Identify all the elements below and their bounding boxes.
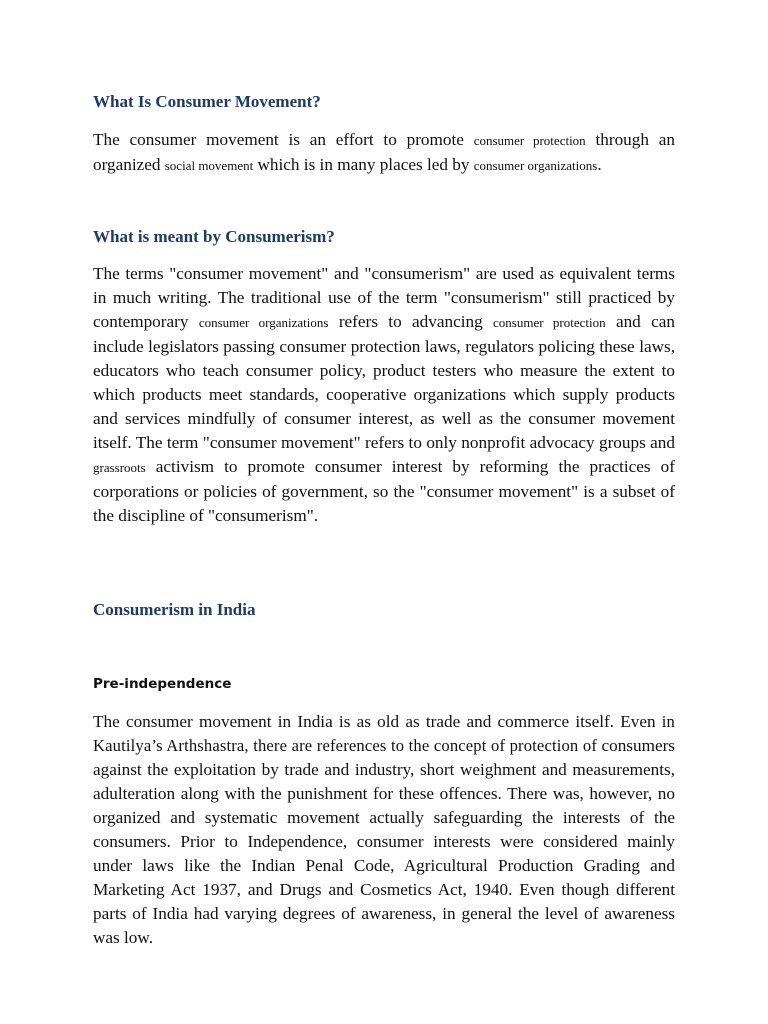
heading-consumerism-in-india: Consumerism in India <box>93 600 256 619</box>
subheading-pre-independence: Pre-independence <box>93 676 232 692</box>
text-run: The consumer movement is an effort to promote <box>93 130 474 149</box>
text-run: The consumer movement in India is as old as trade and commerce itself. Even <box>93 712 662 731</box>
paragraph-pre-independence <box>93 710 675 950</box>
text-run-arthshastra: in Kautilya’s Arthshastra, there are references to the concept of protection of <box>93 712 675 755</box>
link-social-movement: social movement <box>164 158 254 173</box>
link-consumer-organizations: consumer organizations <box>473 158 598 173</box>
heading-what-is-consumerism: What is meant by Consumerism? <box>93 227 335 246</box>
link-consumer-protection: consumer protection <box>473 133 586 148</box>
text-run: refers to advancing <box>328 312 494 331</box>
text-run: which is in many places led by <box>253 155 474 174</box>
heading-what-is-consumer-movement: What Is Consumer Movement? <box>93 92 321 111</box>
text-run: activism to promote consumer interest by reforming the practices of corporations or policies of government, so the "consumer movement" is a subset of the discipline of "consumerism". <box>93 457 675 525</box>
link-consumer-organizations: consumer organizations <box>198 315 329 330</box>
text-run: The terms "consumer movement" and "consumerism" are used as equivalent terms in much writing. The traditional use of the term "consumerism" still practiced by contemporary <box>93 264 675 331</box>
text-run: through an organized <box>93 130 675 174</box>
link-consumer-protection: consumer protection <box>493 315 606 330</box>
link-grassroots: grassroots <box>93 460 146 475</box>
text-run: and can include legislators passing consumer protection laws, regulators policing these laws, educators who teach consumer policy, product testers who measure the extent to which products meet standards, cooperative organizations which supply products and services mindfully of consumer interest, as well as the consumer movement itself. The term "consumer movement" refers to only nonprofit advocacy groups and <box>93 312 675 452</box>
paragraph-consumerism-definition <box>93 262 675 528</box>
text-run: . <box>597 155 602 174</box>
text-run: consumers against the exploitation by trade and industry, short weighment and measurements, adulteration along with the punishment for these offences. There was, however, no organized and systematic movement actually safeguarding the interests of the consumers. Prior to Independence, consumer interests were considered mainly under laws like the Indian Penal Code, Agricultural Production Grading and Marketing Act 1937, and Drugs and Cosmetics Act, 1940. Even though different parts of India had varying degrees of awareness, in general the level of awareness was low. <box>93 736 675 947</box>
paragraph-consumer-movement-definition <box>93 128 675 178</box>
